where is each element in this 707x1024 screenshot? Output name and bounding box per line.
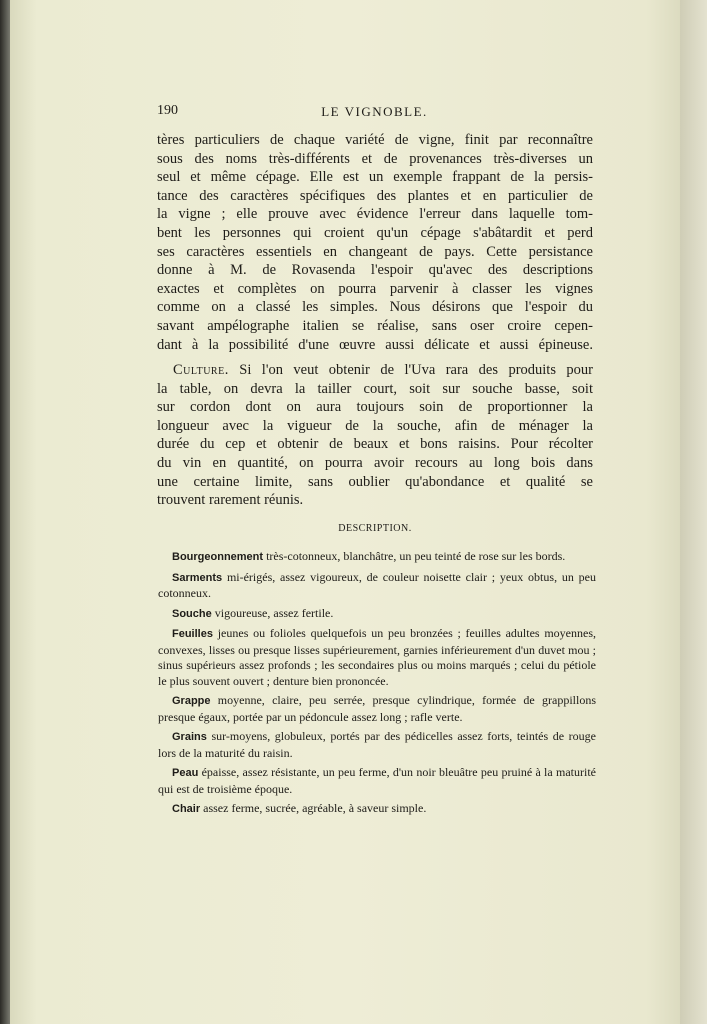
page-header	[157, 103, 592, 121]
text-line: donne à M. de Rovasenda l'espoir qu'avec des descriptions	[157, 262, 593, 279]
description-entry	[158, 729, 596, 761]
text-line: longueur avec la vigueur de la souche, afin de ménager la	[157, 417, 593, 434]
text-line: la table, on devra la tailler court, soit sur souche basse, soit	[157, 380, 593, 397]
entry-text: mi-érigés, assez vigoureux, de couleur noisette clair ; yeux obtus, un peu cotonneux.	[158, 569, 596, 600]
text-line: bent les personnes qui croient qu'un cépage s'abâtardit et perd	[157, 224, 593, 241]
entry-term: Feuilles	[172, 628, 213, 640]
paragraph-1	[157, 131, 593, 354]
text-line: ses caractères essentiels en changeant de pays. Cette persistance	[157, 243, 593, 260]
text-line: du vin en quantité, on pourra avoir recours au long bois dans	[157, 454, 593, 471]
entry-text: assez ferme, sucrée, agréable, à saveur simple.	[200, 801, 427, 815]
description-list	[158, 549, 596, 822]
text-line: savant ampélographe italien se réalise, sans oser croire cepen-	[157, 317, 593, 334]
entry-text: jeunes ou folioles quelquefois un peu bronzées ; feuilles adultes moyennes, convexes, lisses ou presque lisses supérieurement, garnies inférieurement d'un duvet mou ; sinus supérieurs assez profonds ; les secondaires plus ou moins marqués ; celui du pétiole le plus souvent ouvert ; denture bien prononcée.	[158, 626, 596, 688]
text-line: durée du cep et obtenir de beaux et bons raisins. Pour récolter	[157, 436, 593, 453]
description-title: DESCRIPTION.	[338, 523, 412, 534]
entry-term: Chair	[172, 803, 201, 815]
entry-term: Bourgeonnement	[172, 551, 264, 563]
entry-text: vigoureuse, assez fertile.	[211, 605, 334, 620]
section-heading-culture: Culture.	[173, 362, 229, 378]
description-entry	[158, 570, 596, 602]
text-fragment: Si l'on veut obtenir de l'Uva rara des produits pour	[228, 362, 593, 378]
text-line: trouvent rarement réunis.	[157, 492, 304, 509]
description-entry	[158, 693, 596, 725]
text-line: une certaine limite, sans oublier qu'abondance et qualité se	[157, 473, 593, 490]
text-line: sous des noms très-différents et de provenances très-diverses un	[157, 150, 593, 167]
page-number: 190	[157, 103, 178, 118]
entry-term: Grains	[172, 731, 207, 743]
facing-page-edge	[680, 0, 707, 1024]
text-line	[157, 361, 593, 380]
entry-text: très-cotonneux, blanchâtre, un peu teinté de rose sur les bords.	[263, 549, 566, 563]
entry-text: moyenne, claire, peu serrée, presque cylindrique, formée de grappillons presque égaux, portée par un pédoncule assez long ; rafle verte.	[158, 693, 596, 724]
book-edge	[0, 0, 10, 1024]
entry-term: Souche	[172, 607, 212, 620]
entry-text: épaisse, assez résistante, un peu ferme, d'un noir bleuâtre peu pruiné à la maturité qui est de troisième époque.	[158, 765, 596, 796]
entry-text: sur-moyens, globuleux, portés par des pédicelles assez forts, teintés de rouge lors de la maturité du raisin.	[158, 729, 596, 760]
description-entry	[158, 765, 596, 797]
text-line: comme on a classé les simples. Nous désirons que l'espoir du	[157, 299, 593, 316]
description-entry	[158, 626, 596, 689]
paragraph-culture	[157, 361, 593, 510]
running-title: LE VIGNOBLE.	[321, 104, 428, 119]
text-line: sur cordon dont on aura toujours soin de proportionner la	[157, 399, 593, 416]
description-entry	[158, 549, 596, 566]
description-entry	[158, 606, 596, 623]
text-line: tères particuliers de chaque variété de vigne, finit par reconnaître	[157, 132, 593, 148]
description-entry	[158, 801, 596, 818]
text-line: tance des caractères spécifiques des plantes et en particulier de	[157, 187, 593, 204]
entry-term: Grappe	[172, 695, 211, 707]
text-line: exactes et complètes on pourra parvenir à classer les vignes	[157, 280, 593, 297]
text-line: seul et même cépage. Elle est un exemple frappant de la persis-	[157, 169, 593, 186]
entry-term: Sarments	[172, 571, 223, 584]
text-line: dant à la possibilité d'une œuvre aussi délicate et aussi épineuse.	[157, 336, 593, 353]
text-line: la vigne ; elle prouve avec évidence l'erreur dans laquelle tom-	[157, 206, 593, 223]
entry-term: Peau	[172, 767, 199, 779]
